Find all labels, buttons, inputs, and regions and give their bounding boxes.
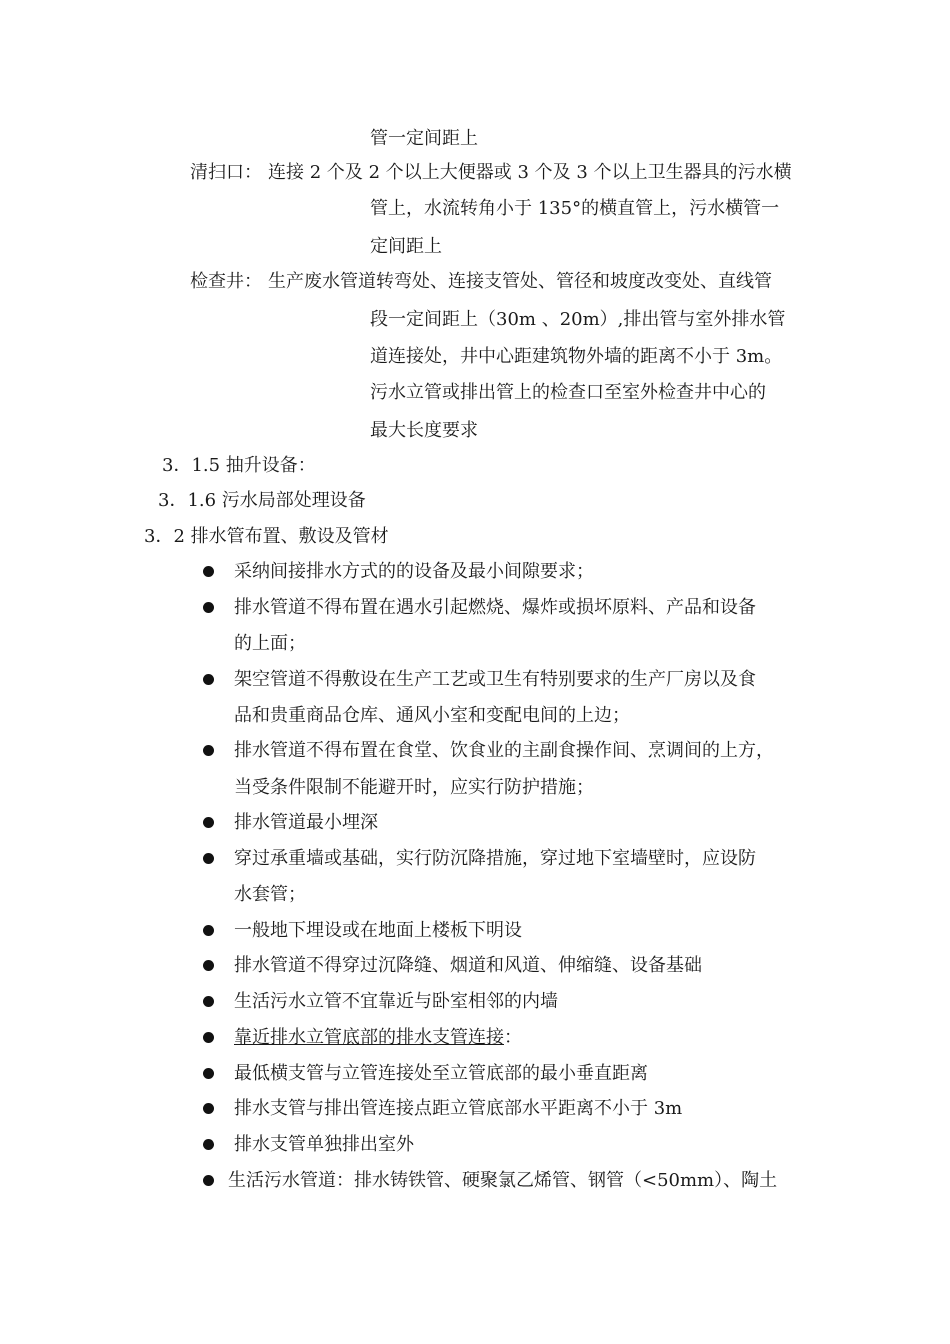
cleanout-label: 清扫口： — [190, 162, 262, 183]
list-item: 生活污水管道：排水铸铁管、硬聚氯乙烯管、钢管（<50mm）、陶土 — [228, 1170, 778, 1191]
bullet-icon — [203, 1103, 214, 1114]
list-item: 排水支管单独排出室外 — [234, 1134, 414, 1155]
bullet-icon — [203, 745, 214, 756]
bullet-icon — [203, 566, 214, 577]
bullet-icon — [203, 1032, 214, 1043]
manhole-line-5: 最大长度要求 — [370, 420, 478, 441]
cleanout-line-2: 管上，水流转角小于 135°的横直管上，污水横管一 — [370, 198, 780, 219]
list-item: 穿过承重墙或基础，实行防沉降措施，穿过地下室墙壁时，应设防 — [234, 848, 756, 869]
bullet-icon — [203, 996, 214, 1007]
manhole-line-2: 段一定间距上（30m 、20m）,排出管与室外排水管 — [370, 309, 786, 330]
list-item: 排水支管与排出管连接点距立管底部水平距离不小于 3m — [234, 1098, 683, 1119]
list-item-continuation: 的上面； — [234, 633, 306, 654]
list-item: 采纳间接排水方式的的设备及最小间隙要求； — [234, 561, 594, 582]
list-item: 排水管道不得穿过沉降缝、烟道和风道、伸缩缝、设备基础 — [234, 955, 702, 976]
bullet-icon — [203, 925, 214, 936]
list-item: 排水管道不得布置在遇水引起燃烧、爆炸或损坏原料、产品和设备 — [234, 597, 756, 618]
cleanout-line-1: 连接 2 个及 2 个以上大便器或 3 个及 3 个以上卫生器具的污水横 — [268, 162, 792, 183]
bullet-icon — [203, 1175, 214, 1186]
list-item: 一般地下埋设或在地面上楼板下明设 — [234, 920, 522, 941]
bullet-icon — [203, 1139, 214, 1150]
list-item-continuation: 水套管； — [234, 884, 306, 905]
list-item-continuation: 品和贵重商品仓库、通风小室和变配电间的上边； — [234, 705, 630, 726]
bullet-icon — [203, 674, 214, 685]
bullet-icon — [203, 602, 214, 613]
list-item: 架空管道不得敷设在生产工艺或卫生有特别要求的生产厂房以及食 — [234, 669, 756, 690]
bullet-icon — [203, 817, 214, 828]
manhole-line-4: 污水立管或排出管上的检查口至室外检查井中心的 — [370, 382, 766, 403]
manhole-line-1: 生产废水管道转弯处、连接支管处、管径和坡度改变处、直线管 — [268, 271, 772, 292]
list-item-continuation: 当受条件限制不能避开时，应实行防护措施； — [234, 777, 594, 798]
underlined-text: 靠近排水立管底部的排水支管连接 — [234, 1027, 504, 1048]
bullet-icon — [203, 960, 214, 971]
list-item: 生活污水立管不宜靠近与卧室相邻的内墙 — [234, 991, 558, 1012]
heading-3-1-5: 3．1.5 抽升设备： — [162, 455, 316, 476]
list-item: 排水管道最小埋深 — [234, 812, 378, 833]
list-item: 最低横支管与立管连接处至立管底部的最小垂直距离 — [234, 1063, 648, 1084]
cleanout-line-3: 定间距上 — [370, 236, 442, 257]
continuation-line: 管一定间距上 — [370, 128, 478, 149]
heading-3-2: 3．2 排水管布置、敷设及管材 — [144, 526, 389, 547]
manhole-label: 检查井： — [190, 271, 262, 292]
heading-3-1-6: 3．1.6 污水局部处理设备 — [158, 490, 366, 511]
manhole-line-3: 道连接处，井中心距建筑物外墙的距离不小于 3m。 — [370, 346, 783, 367]
bullet-icon — [203, 853, 214, 864]
bullet-icon — [203, 1068, 214, 1079]
list-item: 排水管道不得布置在食堂、饮食业的主副食操作间、烹调间的上方， — [234, 740, 774, 761]
list-item — [234, 1027, 522, 1049]
list-item-suffix: ： — [504, 1027, 522, 1048]
